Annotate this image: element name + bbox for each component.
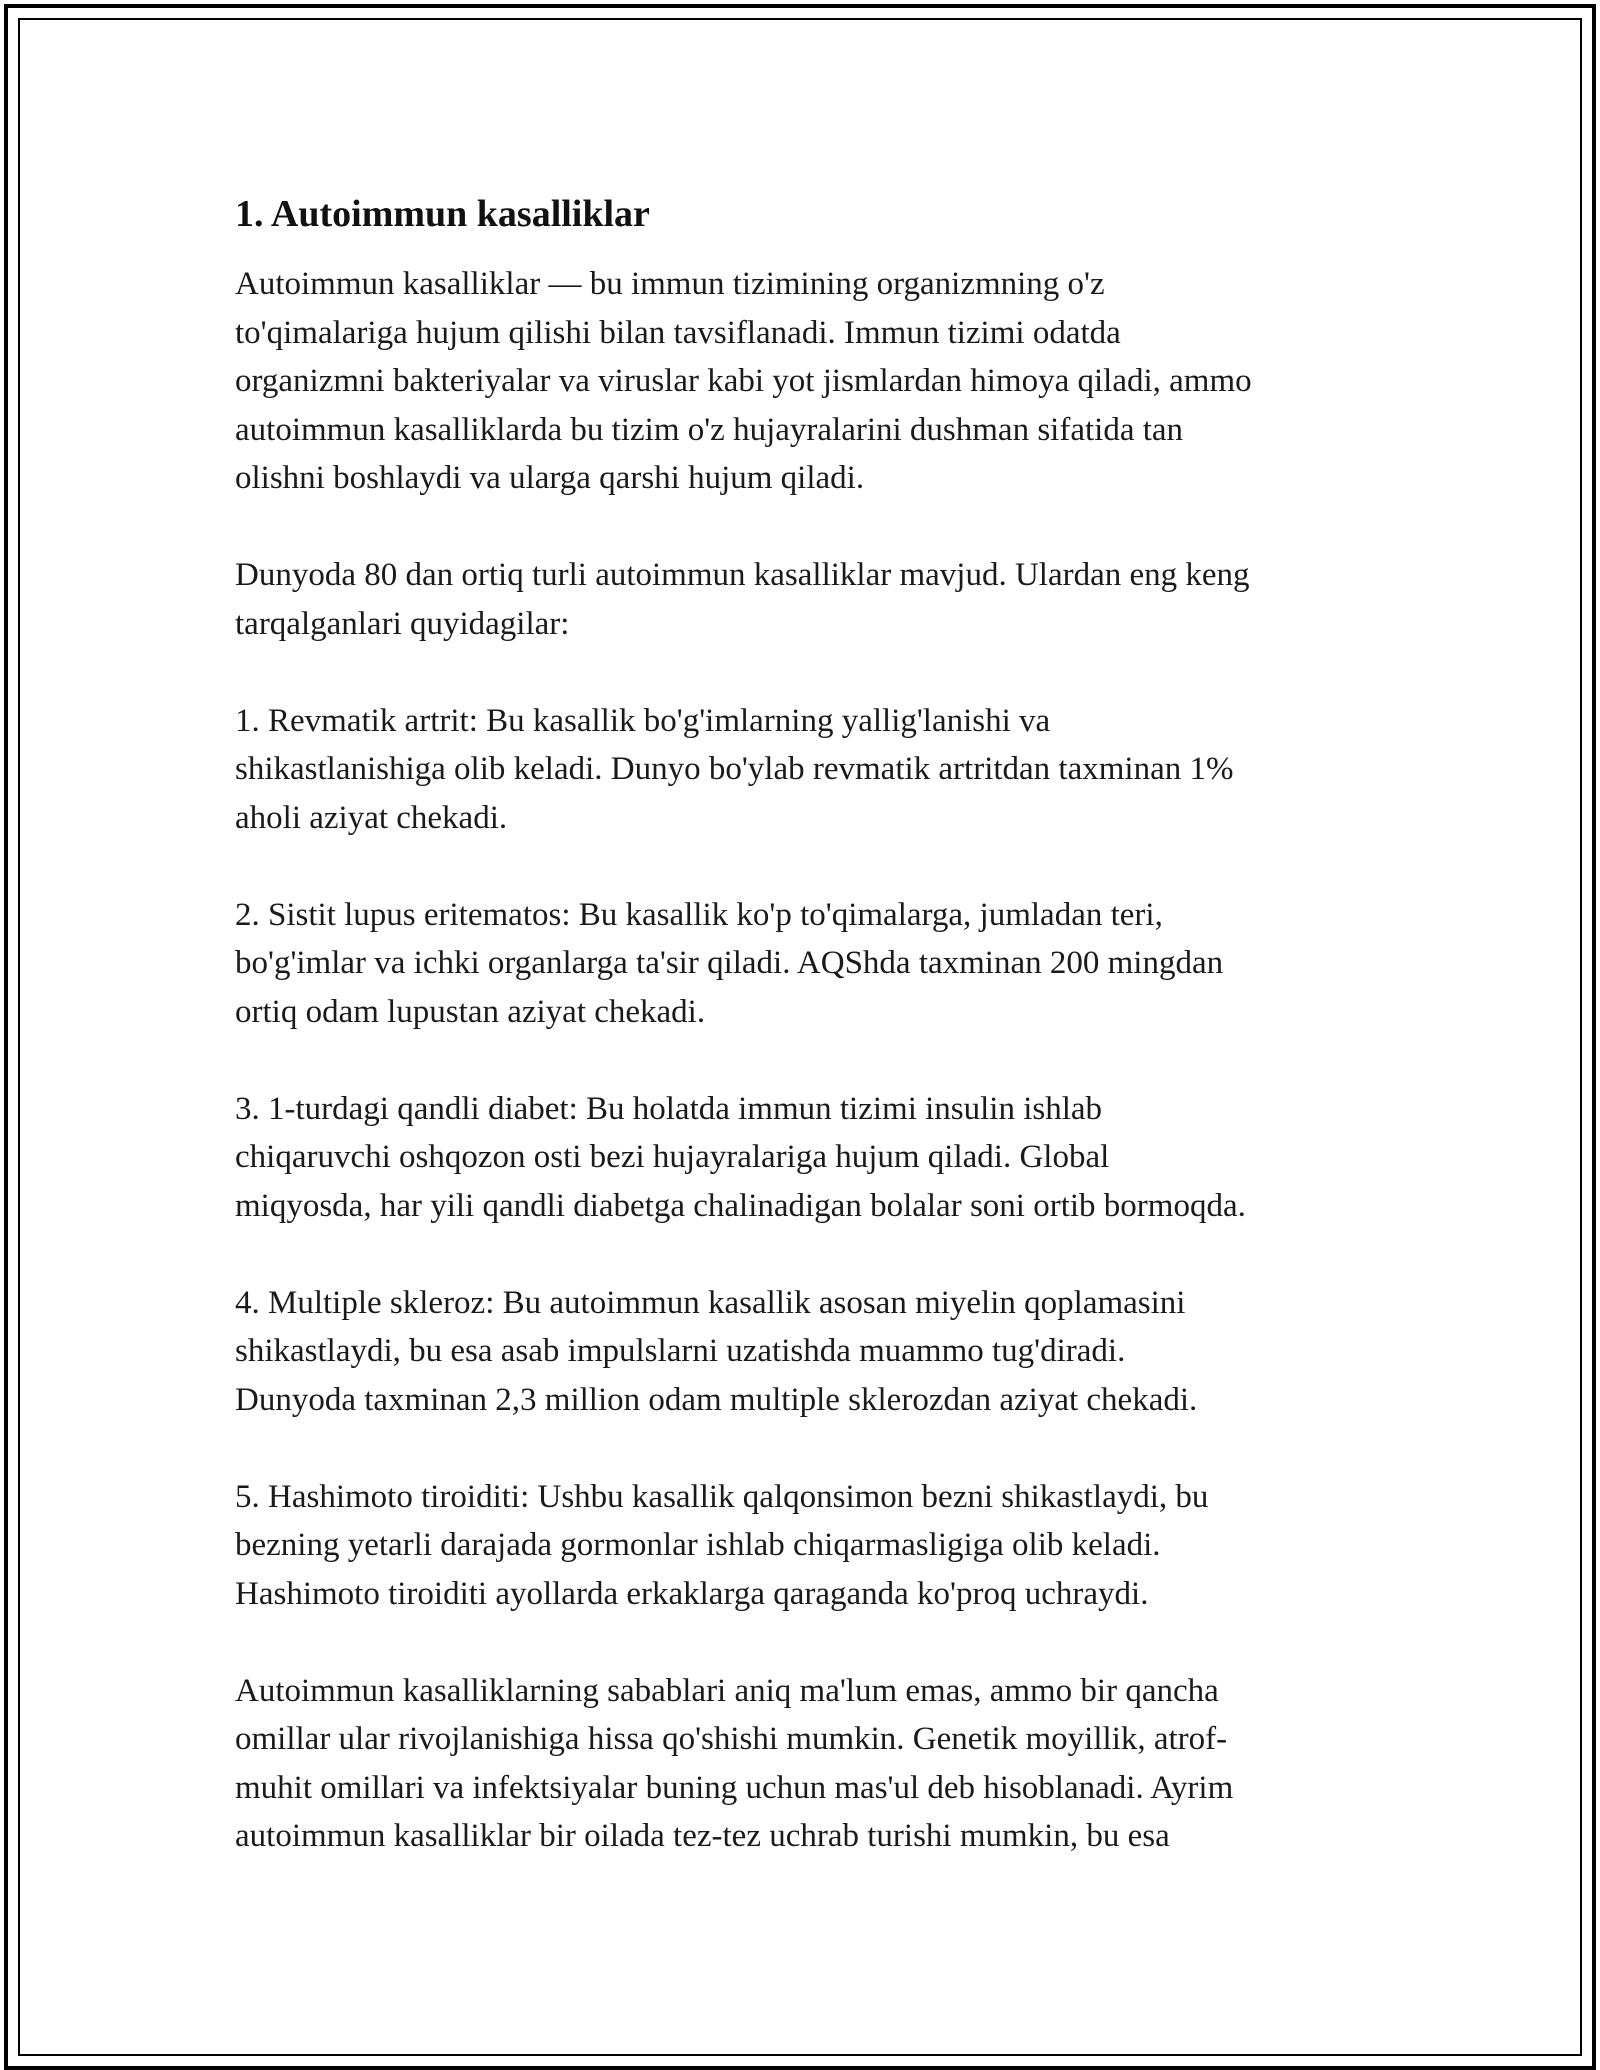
section-heading: 1. Autoimmun kasalliklar [235,193,650,235]
list-item-multiple-sclerosis: 4. Multiple skleroz: Bu autoimmun kasallik asosan miyelin qoplamasini shikastlaydi, bu esa asab impulslarni uzatishda muammo tug'diradi. Dunyoda taxminan 2,3 million odam multiple sklerozdan aziyat chekadi. [235,1284,1198,1418]
paragraph-intro: Autoimmun kasalliklar — bu immun tizimining organizmning o'z to'qimalariga hujum qilishi bilan tavsiflanadi. Immun tizimi odatda organizmni bakteriyalar va viruslar kabi yot jismlardan himoya qiladi, ammo autoimmun kasalliklarda bu tizim o'z hujayralarini dushman sifatida tan olishni boshlaydi va ularga qarshi hujum qiladi. [235,266,1252,496]
paragraph-overview: Dunyoda 80 dan ortiq turli autoimmun kasalliklar mavjud. Ulardan eng keng tarqalganlari quyidagilar: [235,557,1250,642]
paragraph-causes: Autoimmun kasalliklarning sabablari aniq ma'lum emas, ammo bir qancha omillar ular rivojlanishiga hissa qo'shishi mumkin. Genetik moyillik, atrof- muhit omillari va infektsiyalar buning uchun mas'ul deb hisoblanadi. Ayrim autoimmun kasalliklar bir oilada tez-tez uchrab turishi mumkin, bu esa [235,1672,1234,1854]
list-item-hashimoto: 5. Hashimoto tiroiditi: Ushbu kasallik qalqonsimon bezni shikastlaydi, bu bezning yetarli darajada gormonlar ishlab chiqarmasligiga olib keladi. Hashimoto tiroiditi ayollarda erkaklarga qaraganda ko'proq uchraydi. [235,1478,1209,1612]
list-item-rheumatoid-arthritis: 1. Revmatik artrit: Bu kasallik bo'g'imlarning yallig'lanishi va shikastlanishiga olib keladi. Dunyo bo'ylab revmatik artritdan taxminan 1% aholi aziyat chekadi. [235,702,1234,836]
list-item-type1-diabetes: 3. 1-turdagi qandli diabet: Bu holatda immun tizimi insulin ishlab chiqaruvchi oshqozon osti bezi hujayralariga hujum qiladi. Global miqyosda, har yili qandli diabetga chalinadigan bolalar soni ortib bormoqda. [235,1090,1246,1224]
document-body [235,186,1375,1861]
list-item-lupus: 2. Sistit lupus eritematos: Bu kasallik ko'p to'qimalarga, jumladan teri, bo'g'imlar va ichki organlarga ta'sir qiladi. AQShda taxminan 200 mingdan ortiq odam lupustan aziyat chekadi. [235,896,1224,1030]
